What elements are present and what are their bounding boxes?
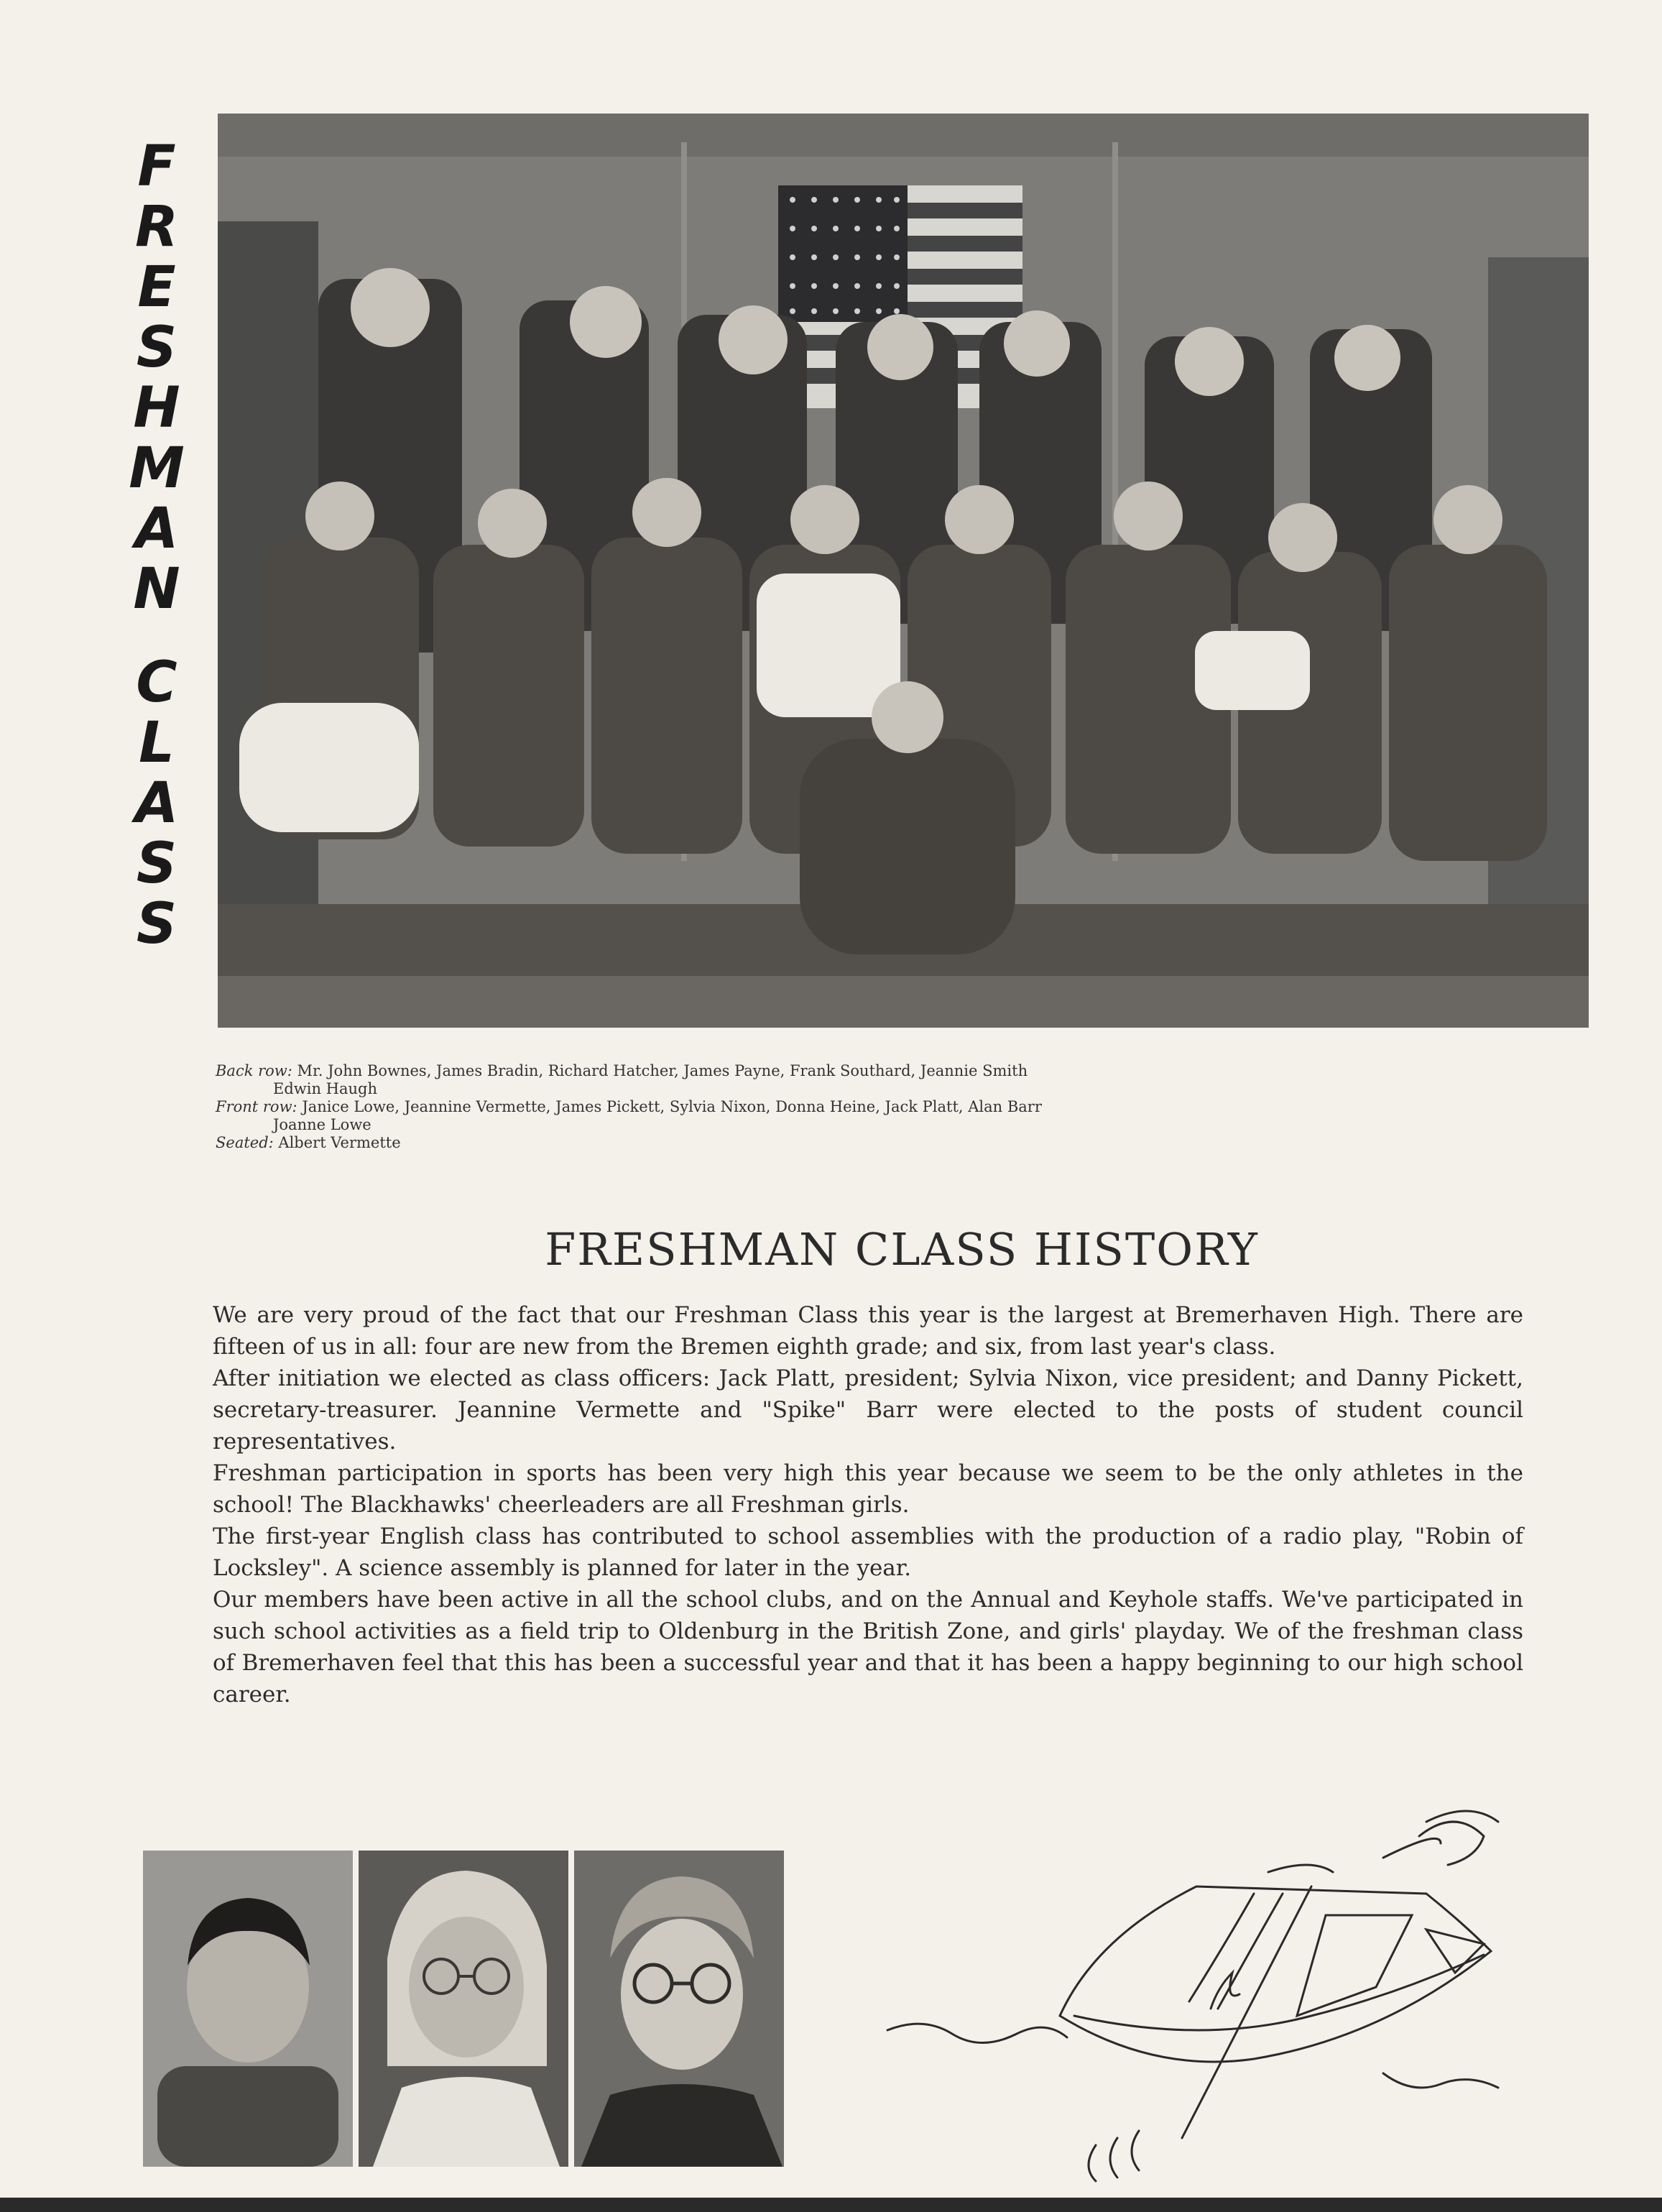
title-letter: R — [134, 195, 179, 259]
caption-label: Front row: — [216, 1098, 297, 1115]
title-letter: S — [136, 831, 177, 896]
section-title-vertical — [121, 134, 193, 957]
title-letter: N — [133, 557, 180, 622]
group-photo-graphic — [218, 114, 1589, 1028]
title-letter: A — [134, 497, 179, 561]
history-body — [213, 1299, 1523, 1710]
caption-label: Seated: — [216, 1134, 274, 1151]
caption-seated — [216, 1134, 1293, 1152]
caption-names-cont: Edwin Haugh — [273, 1080, 377, 1097]
title-letter: H — [133, 376, 180, 441]
title-letter: L — [139, 711, 175, 775]
portrait-girl-glasses — [359, 1851, 568, 2167]
portrait-boy-glasses — [574, 1851, 784, 2167]
bottom-rule — [0, 2198, 1662, 2212]
portrait-row — [143, 1851, 784, 2167]
caption-names: Mr. John Bownes, James Bradin, Richard Hatcher, James Payne, Frank Southard, Jeannie Smith — [297, 1062, 1028, 1079]
group-photo — [218, 114, 1589, 1028]
title-letter: S — [136, 315, 177, 380]
title-letter: S — [136, 892, 177, 957]
caption-label: Back row: — [216, 1062, 292, 1079]
title-letter: C — [136, 650, 177, 715]
history-paragraph: Freshman participation in sports has been very high this year because we seem to be the only athletes in the school! The Blackhawks' cheerleaders are all Freshman girls. — [213, 1460, 1523, 1518]
caption-names-cont: Joanne Lowe — [273, 1116, 371, 1133]
portrait-boy-dark-hair — [143, 1851, 353, 2167]
history-title: FRESHMAN CLASS HISTORY — [545, 1223, 1259, 1276]
caption-names: Janice Lowe, Jeannine Vermette, James Pickett, Sylvia Nixon, Donna Heine, Jack Platt, Alan Barr — [302, 1098, 1042, 1115]
caption-front-row — [216, 1098, 1293, 1134]
title-letter: M — [129, 436, 185, 501]
title-letter: A — [134, 771, 179, 836]
history-paragraph: We are very proud of the fact that our Freshman Class this year is the largest at Bremerhaven High. There are fifteen of us in all: four are new from the Bremen eighth grade; and six, from last year's class. — [213, 1302, 1523, 1360]
title-letter: E — [137, 255, 176, 320]
title-letter: F — [137, 134, 176, 199]
caption-back-row — [216, 1062, 1293, 1098]
boat-sketch-icon — [880, 1800, 1527, 2199]
history-paragraph: After initiation we elected as class officers: Jack Platt, president; Sylvia Nixon, vice president; and Danny Pickett, secretary-treasurer. Jeannine Vermette and "Spike" Barr were elected to the posts of student council representatives. — [213, 1365, 1523, 1455]
history-paragraph: Our members have been active in all the school clubs, and on the Annual and Keyhole staffs. We've participated in such school activities as a field trip to Oldenburg in the British Zone, and girls' playday. We of the freshman class of Bremerhaven feel that this has been a successful year and that it has been a happy beginning to our high school career. — [213, 1587, 1523, 1708]
history-paragraph: The first-year English class has contributed to school assemblies with the production of a radio play, "Robin of Locksley". A science assembly is planned for later in the year. — [213, 1524, 1523, 1581]
photo-captions — [216, 1062, 1293, 1152]
caption-names: Albert Vermette — [278, 1134, 401, 1151]
